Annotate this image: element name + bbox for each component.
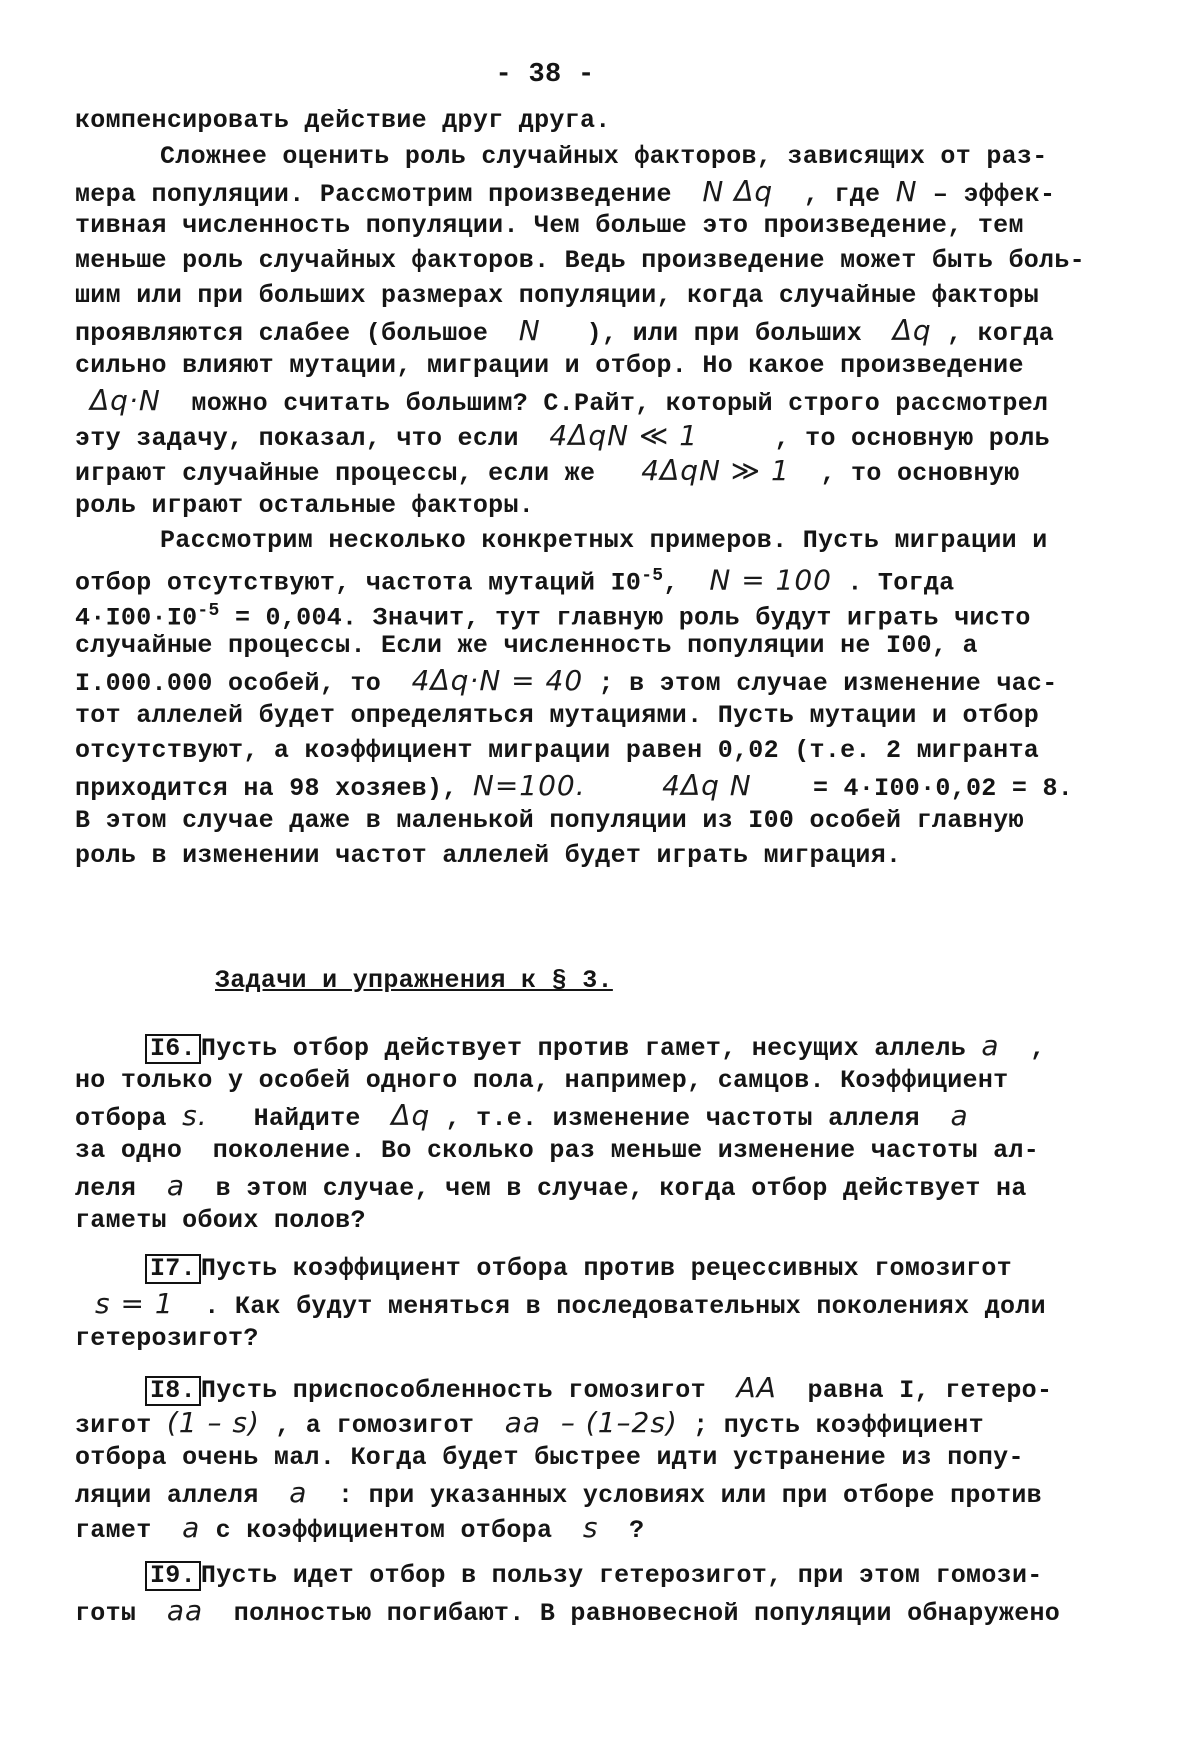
text-line: Сложнее оценить роль случайных факторов, зависящих от раз- (160, 142, 1048, 171)
text-line: меньше роль случайных факторов. Ведь произведение может быть боль- (75, 246, 1085, 275)
formula: AA (736, 1371, 777, 1404)
formula: 4Δq N (662, 769, 752, 802)
text-line: за одно поколение. Во сколько раз меньше изменение частоты ал- (75, 1136, 1040, 1165)
formula: Δq·N (90, 384, 161, 417)
formula: (1 – s) (166, 1406, 260, 1439)
page-number: - 38 - (495, 60, 595, 90)
formula: a (166, 1169, 185, 1202)
exercise-19: I9. Пусть идет отбор в пользу гетерозигот, при этом гомози- (145, 1560, 1043, 1592)
text-line: Рассмотрим несколько конкретных примеров. Пусть миграции и (160, 526, 1048, 555)
text-line: В этом случае даже в маленькой популяции из I00 особей главную (75, 806, 1024, 835)
text-line: ляции аллеля a : при указанных условиях или при отборе против (75, 1476, 1042, 1510)
formula: N Δq (702, 175, 774, 208)
formula: N = 100 (709, 563, 832, 597)
text-line: роль играют остальные факторы. (75, 491, 535, 520)
exercise-number: I7. (145, 1254, 201, 1284)
text-line: приходится на 98 хозяев), N=100. 4Δq N = 4·I00·0,02 = 8. (75, 769, 1074, 803)
formula: N=100. (472, 769, 586, 802)
text-line: случайные процессы. Если же численность популяции не I00, а (75, 631, 978, 660)
exercise-18: I8. Пусть приспособленность гомозигот AA равна I, гетеро- (145, 1372, 1052, 1407)
formula: Δq (892, 314, 932, 347)
exercise-17: I7. Пусть коэффициент отбора против рецессивных гомозигот (145, 1253, 1012, 1285)
text-line: играют случайные процессы, если же 4ΔqN ≫ 1 , то основную (75, 454, 1020, 488)
formula: 4Δq·N = 40 (411, 664, 584, 697)
text-line: но только у особей одного пола, например, самцов. Коэффициент (75, 1066, 1009, 1095)
exercise-number: I9. (145, 1561, 201, 1591)
formula: s = 1 (95, 1287, 174, 1320)
text-line: отбора s. Найдите Δq , т.е. изменение частоты аллеля a (75, 1099, 969, 1133)
text-line: готы aa полностью погибают. В равновесной популяции обнаружено (75, 1594, 1061, 1628)
exercise-16: I6. Пусть отбор действует против гамет, несущих аллель a , (145, 1030, 1045, 1065)
text-line: гаметы обоих полов? (75, 1206, 366, 1235)
text-line: проявляются слабее (большое N ), или при больших Δq , когда (75, 314, 1055, 348)
formula: aa (166, 1594, 204, 1627)
formula: Δq (391, 1099, 431, 1132)
text-line: шим или при больших размерах популяции, когда случайные факторы (75, 281, 1040, 310)
text-line: роль в изменении частот аллелей будет играть миграция. (75, 841, 902, 870)
formula: a (289, 1476, 308, 1509)
formula: 4ΔqN ≪ 1 (549, 419, 699, 452)
text-line: мера популяции. Рассмотрим произведение N Δq , где N – эффек- (75, 175, 1056, 209)
formula: 4ΔqN ≫ 1 (641, 454, 790, 487)
exercise-number: I6. (145, 1034, 201, 1064)
text-line: сильно влияют мутации, миграции и отбор. Но какое произведение (75, 351, 1024, 380)
text-line: отбора очень мал. Когда будет быстрее идти устранение из попу- (75, 1443, 1024, 1472)
text-line: отбор отсутствуют, частота мутаций $I0^{-5}$, N = 100 . Тогда (75, 563, 955, 598)
formula: a (981, 1029, 1000, 1062)
formula: aa – (1–2s) (504, 1406, 678, 1439)
text-line: эту задачу, показал, что если 4ΔqN ≪ 1 , то основную роль (75, 419, 1050, 453)
text-line: гамет a с коэффициентом отбора s ? (75, 1511, 645, 1545)
text-line: леля a в этом случае, чем в случае, когда отбор действует на (75, 1169, 1027, 1203)
formula: N (895, 175, 918, 208)
text-line: I.000.000 особей, то 4Δq·N = 40 ; в этом случае изменение час- (75, 664, 1058, 698)
formula: s. (182, 1099, 208, 1132)
formula: a (182, 1511, 201, 1544)
formula: N (518, 314, 541, 347)
text-line: компенсировать действие друг друга. (75, 106, 611, 135)
text-line: тот аллелей будет определяться мутациями. Пусть мутации и отбор (75, 701, 1040, 730)
text-line: s = 1 . Как будут меняться в последовательных поколениях доли (95, 1287, 1046, 1321)
text-line: гетерозигот? (75, 1324, 259, 1353)
text-line: $4\cdot I00\cdot I0^{-5} = 0,004$. Значит, тут главную роль будут играть чисто (75, 601, 1031, 633)
exercise-number: I8. (145, 1376, 201, 1406)
formula: s (582, 1511, 599, 1544)
text-line: зигот (1 – s) , а гомозигот aa – (1–2s) ; пусть коэффициент (75, 1406, 984, 1440)
text-line: отсутствуют, а коэффициент миграции равен 0,02 (т.е. 2 мигранта (75, 736, 1040, 765)
text-line: тивная численность популяции. Чем больше это произведение, тем (75, 211, 1024, 240)
section-heading: Задачи и упражнения к § 3. (215, 966, 613, 995)
formula: a (950, 1099, 969, 1132)
text-line: Δq·N можно считать большим? С.Райт, который строго рассмотрел (90, 384, 1049, 418)
